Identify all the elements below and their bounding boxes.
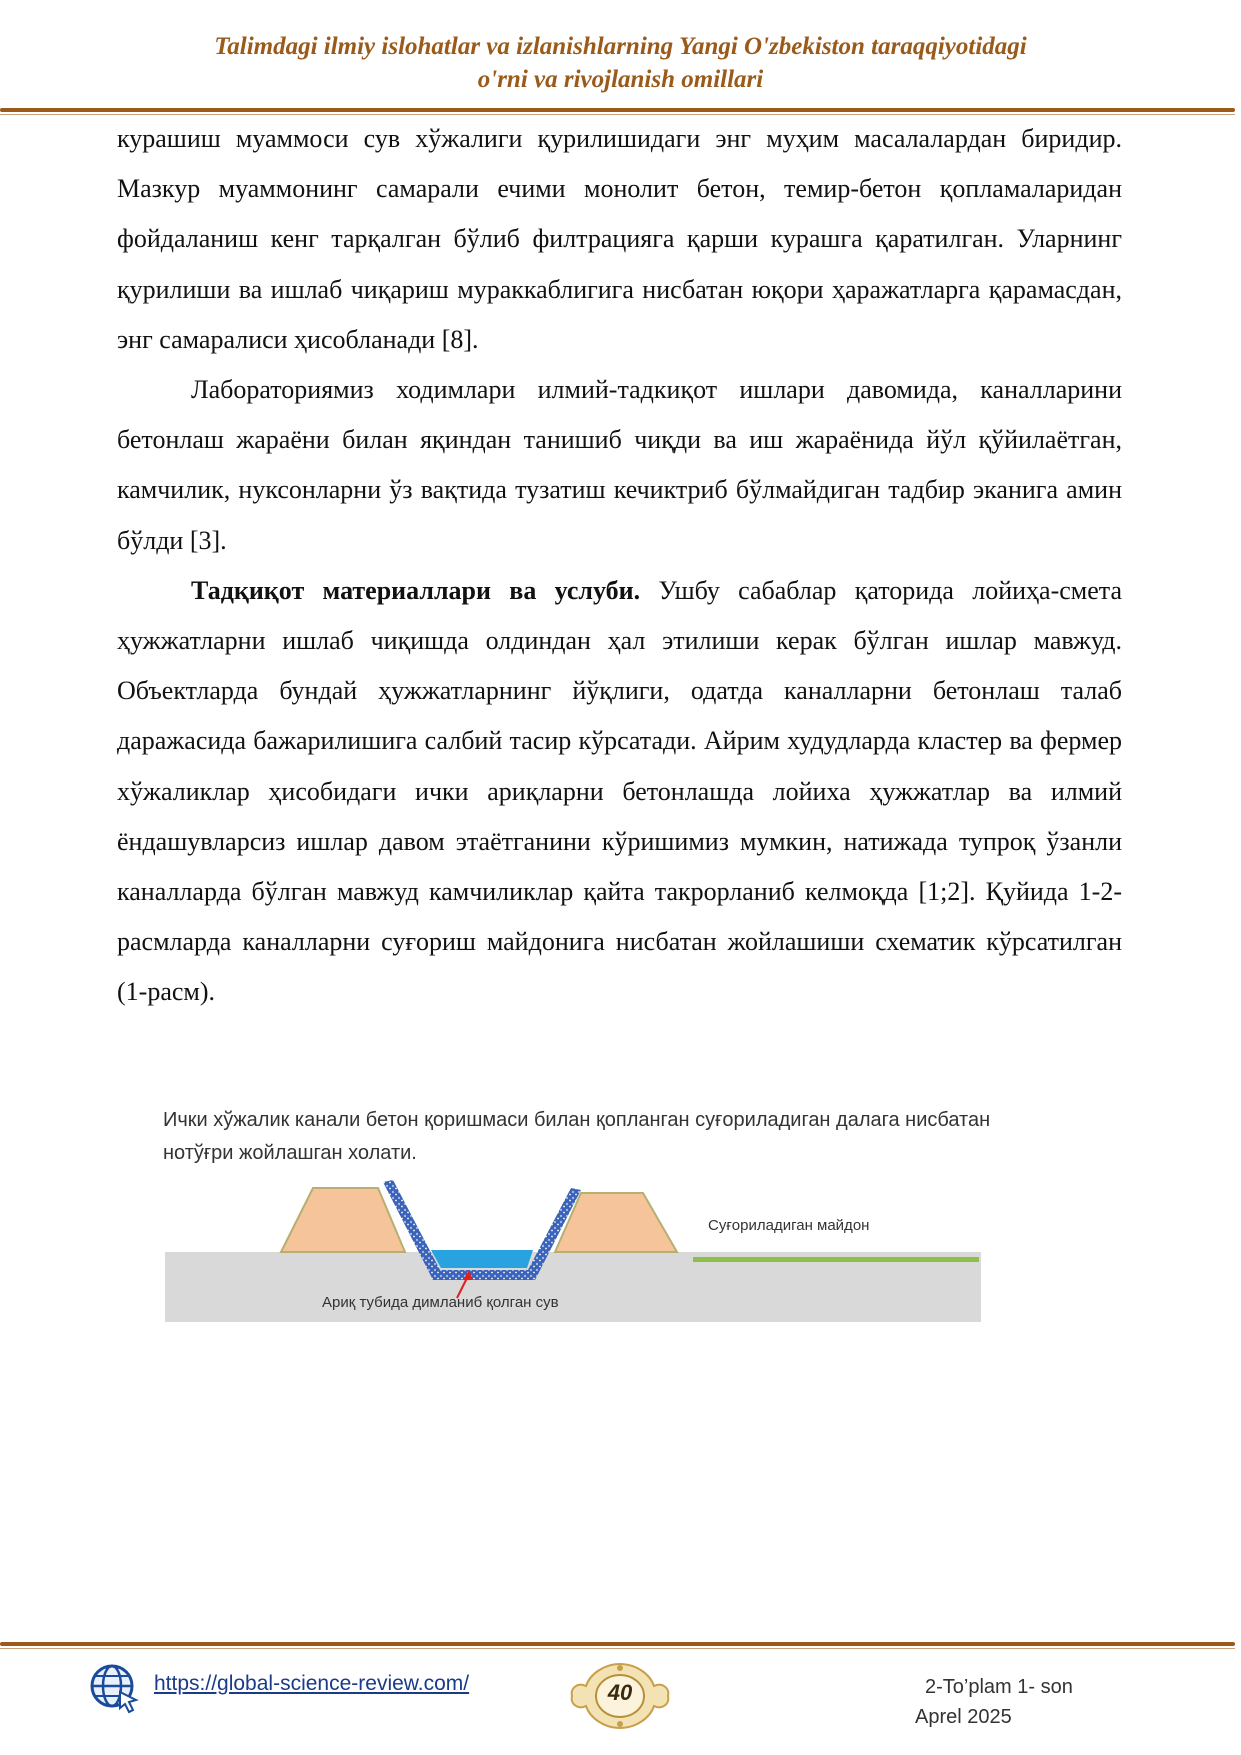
ground-strip	[165, 1252, 981, 1322]
globe-icon	[88, 1662, 140, 1714]
paragraph-1: курашиш муаммоси сув хўжалиги қурилишидаги энг муҳим масалалардан биридир. Мазкур муаммонинг самарали ечими монолит бетон, темир-бетон қопламаларидан фойдаланиш кенг тарқалган бўлиб филтрацияга қарши курашга қаратилган. Уларнинг қурилиши ва ишлаб чиқариш мураккаблигига нисбатан юқори ҳаражатларга қарамасдан, энг самаралиси ҳисобланади [8].	[117, 124, 1122, 354]
field-label: Суғориладиган майдон	[708, 1217, 870, 1234]
footer-divider-thin	[0, 1648, 1235, 1649]
issue-line-1: 2-To’plam 1- son	[925, 1676, 1073, 1698]
left-embankment	[281, 1188, 405, 1252]
header-line-2: o'rni va rivojlanish omillari	[477, 66, 764, 93]
paragraph-3-text: Ушбу сабаблар қаторида лойиҳа-смета ҳужжатларни ишлаб чиқишда олдиндан ҳал этилиши керак бўлган ишлар мавжуд. Объектларда бундай ҳужжатларнинг йўқлиги, одатда каналларни бетонлаш талаб даражасида бажарилишига салбий тасир кўрсатади. Айрим худудларда кластер ва фермер хўжаликлар ҳисобидаги ички ариқларни бетонлашда лойиха ҳужжатлар ва илмий ёндашувларсиз ишлар давом этаётганини кўришимиз мумкин, натижада тупроқ ўзанли каналларда бўлган мавжуд камчиликлар қайта такрорланиб келмоқда [1;2]. Қуйида 1-2-расмларда каналларни суғориш майдонига нисбатан жойлашиши схематик кўрсатилган (1-расм).	[117, 575, 1122, 1007]
running-header	[0, 30, 1241, 96]
header-line-1: Talimdagi ilmiy islohatlar va izlanishlarning Yangi O'zbekiston taraqqiyotidagi	[214, 33, 1027, 60]
header-divider	[0, 108, 1235, 112]
footer-divider	[0, 1642, 1235, 1646]
paragraph-3	[117, 566, 1122, 1018]
water-label: Ариқ тубида димланиб қолган сув	[322, 1294, 559, 1311]
website-link[interactable]: https://global-science-review.com/	[154, 1672, 470, 1695]
paragraph-2: Лабораториямиз ходимлари илмий-тадкиқот ишлари давомида, каналларини бетонлаш жараёни билан яқиндан танишиб чиқди ва иш жараёнида йўл қўйилаётган, камчилик, нуксонларни ўз вақтида тузатиш кечиктриб бўлмайдиган тадбир эканига амин бўлди [3].	[117, 375, 1122, 555]
article-body	[117, 114, 1122, 1018]
section-heading: Тадқиқот материаллари ва услуби.	[191, 575, 641, 605]
canal-diagram	[163, 1100, 983, 1325]
figure-caption: Ички хўжалик канали бетон қоришмаси билан қопланган суғориладиган далага нисбатан нотўғри жойлашган холати.	[163, 1109, 991, 1164]
issue-info	[915, 1672, 1095, 1732]
water	[431, 1250, 533, 1268]
field-line	[693, 1257, 979, 1262]
issue-line-2: Aprel 2025	[915, 1706, 1012, 1728]
page-number: 40	[607, 1680, 633, 1705]
